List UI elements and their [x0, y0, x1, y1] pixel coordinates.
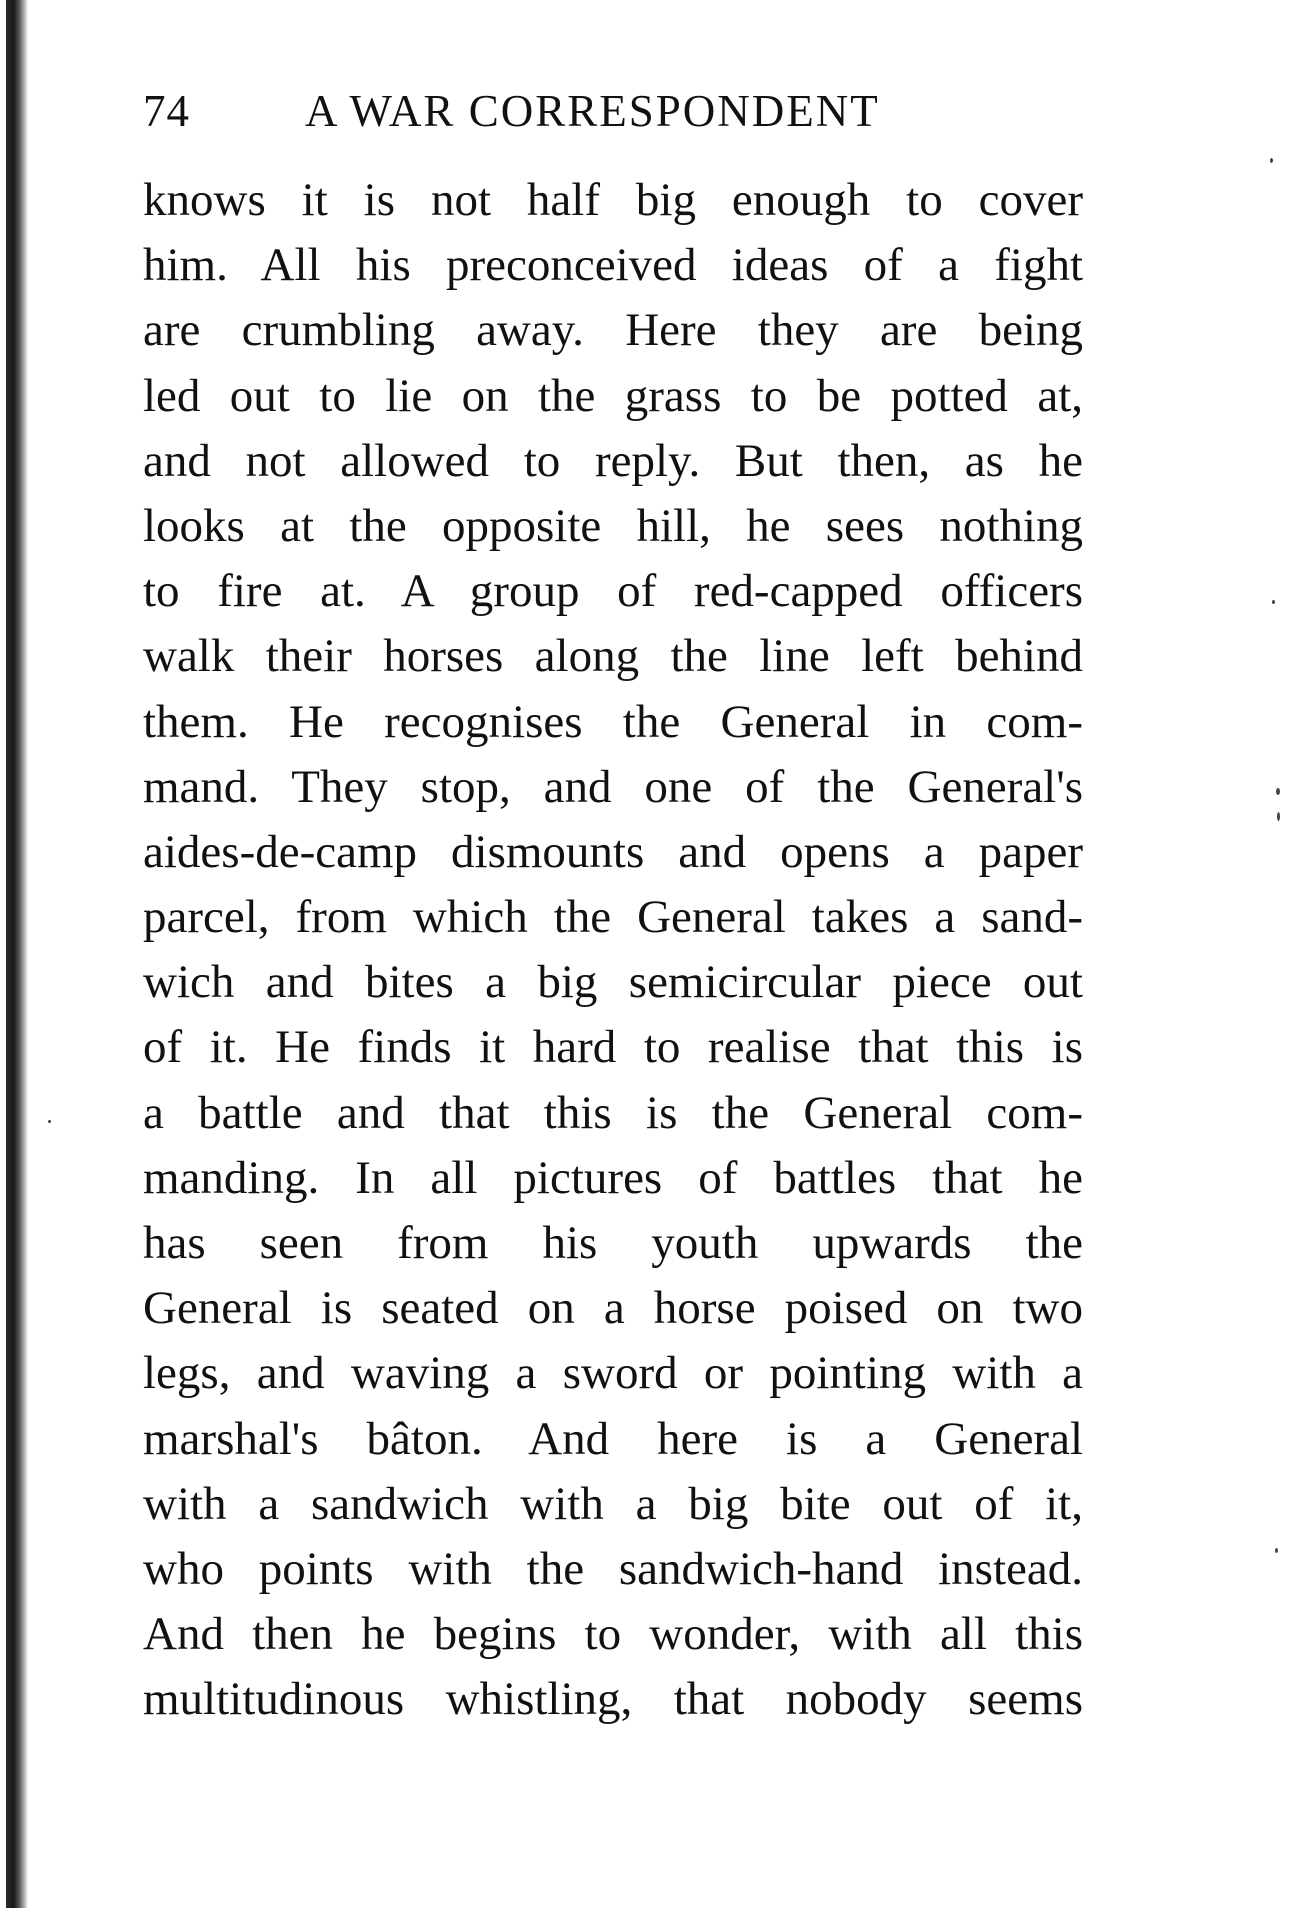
text-line: knows it is not half big enough to cover — [143, 174, 1083, 226]
page-binding-edge — [6, 0, 28, 1908]
text-line: And then he begins to wonder, with all this — [143, 1608, 1083, 1661]
scan-speck — [48, 1120, 51, 1123]
body-text — [143, 168, 1083, 1733]
text-line: has seen from his youth upwards the — [143, 1217, 1083, 1269]
text-line: who points with the sandwich-hand instead. — [143, 1542, 1083, 1595]
text-line: are crumbling away. Here they are being — [143, 304, 1083, 357]
scan-speck — [1272, 600, 1275, 604]
text-line: parcel, from which the General takes a sand- — [143, 891, 1083, 944]
text-line: General is seated on a horse poised on two — [143, 1282, 1083, 1335]
page-number: 74 — [143, 86, 190, 136]
running-title: A WAR CORRESPONDENT — [305, 86, 880, 136]
text-line: manding. In all pictures of battles that he — [143, 1151, 1083, 1204]
text-line: wich and bites a big semicircular piece out — [143, 956, 1083, 1009]
text-line: of it. He finds it hard to realise that this is — [143, 1021, 1083, 1074]
text-line: a battle and that this is the General com- — [143, 1086, 1083, 1139]
text-line: with a sandwich with a big bite out of it, — [143, 1477, 1083, 1530]
text-line: legs, and waving a sword or pointing with a — [143, 1347, 1083, 1400]
text-line: walk their horses along the line left behind — [143, 630, 1083, 683]
scan-speck — [1275, 1548, 1278, 1553]
text-line: looks at the opposite hill, he sees nothing — [143, 499, 1083, 552]
scan-speck — [1270, 158, 1273, 163]
running-head — [143, 85, 1093, 135]
scan-speck — [1277, 812, 1280, 821]
text-line: them. He recognises the General in com- — [143, 695, 1083, 748]
text-line: multitudinous whistling, that nobody seems — [143, 1673, 1083, 1726]
text-line: mand. They stop, and one of the General's — [143, 760, 1083, 813]
text-line: marshal's bâton. And here is a General — [143, 1412, 1083, 1465]
text-line: aides-de-camp dismounts and opens a paper — [143, 825, 1083, 878]
text-line: led out to lie on the grass to be potted at, — [143, 369, 1083, 422]
text-line: and not allowed to reply. But then, as he — [143, 434, 1083, 487]
text-line: to fire at. A group of red-capped officers — [143, 565, 1083, 618]
text-line: him. All his preconceived ideas of a fight — [143, 239, 1083, 292]
scan-speck — [1276, 788, 1280, 795]
